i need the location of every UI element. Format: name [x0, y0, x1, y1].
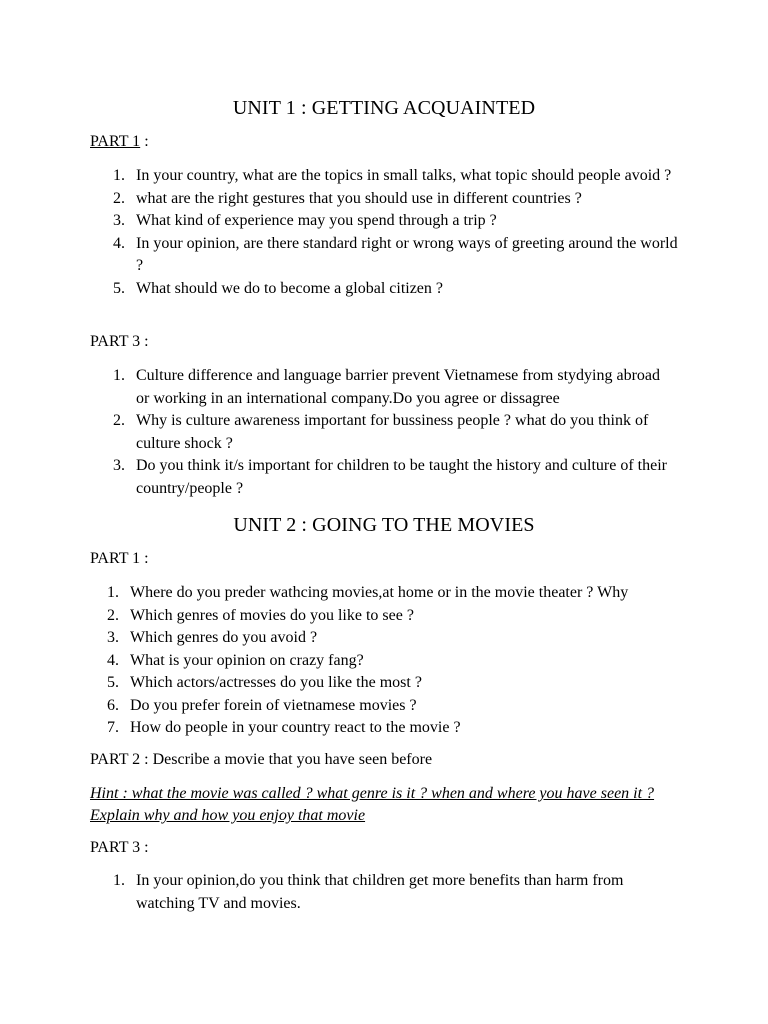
item-number: 3.	[107, 629, 119, 646]
item-number: 6.	[107, 696, 119, 714]
unit2-title: UNIT 2 : GOING TO THE MOVIES	[233, 514, 535, 536]
list-item	[107, 672, 710, 695]
item-text: What should we do to become a global citizen ?	[136, 279, 444, 297]
item-text: What is your opinion on crazy fang?	[130, 651, 364, 669]
list-item	[113, 365, 676, 410]
unit1-part3-list	[113, 365, 676, 500]
unit2-part1-heading: PART 1 :	[90, 550, 149, 567]
unit2-hint: Hint : what the movie was called ? what genre is it ? when and where you have seen it ? Explain why and how you enjoy that movie	[90, 785, 655, 824]
item-text: How do people in your country react to the movie ?	[130, 719, 461, 736]
list-item	[107, 717, 710, 740]
list-item	[107, 650, 710, 673]
item-text: In your country, what are the topics in small talks, what topic should people avoid ?	[136, 167, 672, 184]
unit1-title: UNIT 1 : GETTING ACQUAINTED	[232, 97, 536, 119]
item-number: 1.	[113, 872, 125, 889]
list-item	[107, 582, 710, 605]
item-number: 4.	[107, 651, 119, 669]
list-item	[107, 605, 710, 628]
item-text: Which genres do you avoid ?	[130, 629, 318, 646]
list-item	[113, 870, 681, 915]
item-number: 7.	[107, 719, 119, 736]
item-number: 1.	[113, 367, 125, 384]
item-text: In your opinion, are there standard right or wrong ways of greeting around the world ?	[136, 234, 678, 274]
unit2-part2-heading: PART 2 : Describe a movie that you have seen before	[90, 751, 433, 768]
item-text: Why is culture awareness important for bussiness people ? what do you think of culture shock ?	[136, 412, 649, 452]
item-text: what are the right gestures that you should use in different countries ?	[136, 189, 582, 207]
list-item	[113, 278, 681, 301]
item-text: Do you think it/s important for children to be taught the history and culture of their country/people ?	[136, 457, 667, 497]
list-item	[113, 165, 681, 188]
item-text: Where do you preder wathcing movies,at home or in the movie theater ? Why	[130, 584, 629, 601]
item-number: 5.	[113, 279, 125, 297]
list-item	[113, 410, 676, 455]
item-number: 4.	[113, 234, 125, 252]
item-text: Do you prefer forein of vietnamese movies ?	[130, 696, 417, 714]
item-text: What kind of experience may you spend through a trip ?	[136, 212, 497, 229]
unit2-part3-heading: PART 3 :	[90, 839, 149, 856]
item-text: Which genres of movies do you like to see ?	[130, 606, 414, 624]
item-number: 2.	[113, 412, 125, 429]
item-number: 1.	[113, 167, 125, 184]
item-number: 2.	[113, 189, 125, 207]
list-item	[113, 455, 676, 500]
item-number: 5.	[107, 674, 119, 691]
list-item	[113, 188, 681, 211]
unit1-part1-heading	[90, 133, 149, 151]
item-text: Which actors/actresses do you like the most ?	[130, 674, 422, 691]
item-number: 3.	[113, 457, 125, 474]
list-item	[107, 627, 710, 650]
item-text: Culture difference and language barrier prevent Vietnamese from stydying abroad or working in an international company.Do you agree or dissagree	[136, 367, 661, 407]
item-number: 1.	[107, 584, 119, 601]
unit2-part1-list	[107, 582, 710, 740]
list-item	[107, 695, 710, 718]
unit1-part1-label: PART 1	[90, 133, 141, 150]
item-number: 3.	[113, 212, 125, 229]
list-item	[113, 210, 681, 233]
item-text: In your opinion,do you think that children get more benefits than harm from watching TV and movies.	[136, 872, 624, 912]
list-item	[113, 233, 681, 278]
unit1-part3-heading: PART 3 :	[90, 333, 149, 350]
item-number: 2.	[107, 606, 119, 624]
unit1-part1-list	[113, 165, 681, 300]
unit2-part3-list	[113, 870, 681, 915]
unit1-part1-suffix: :	[140, 133, 149, 150]
